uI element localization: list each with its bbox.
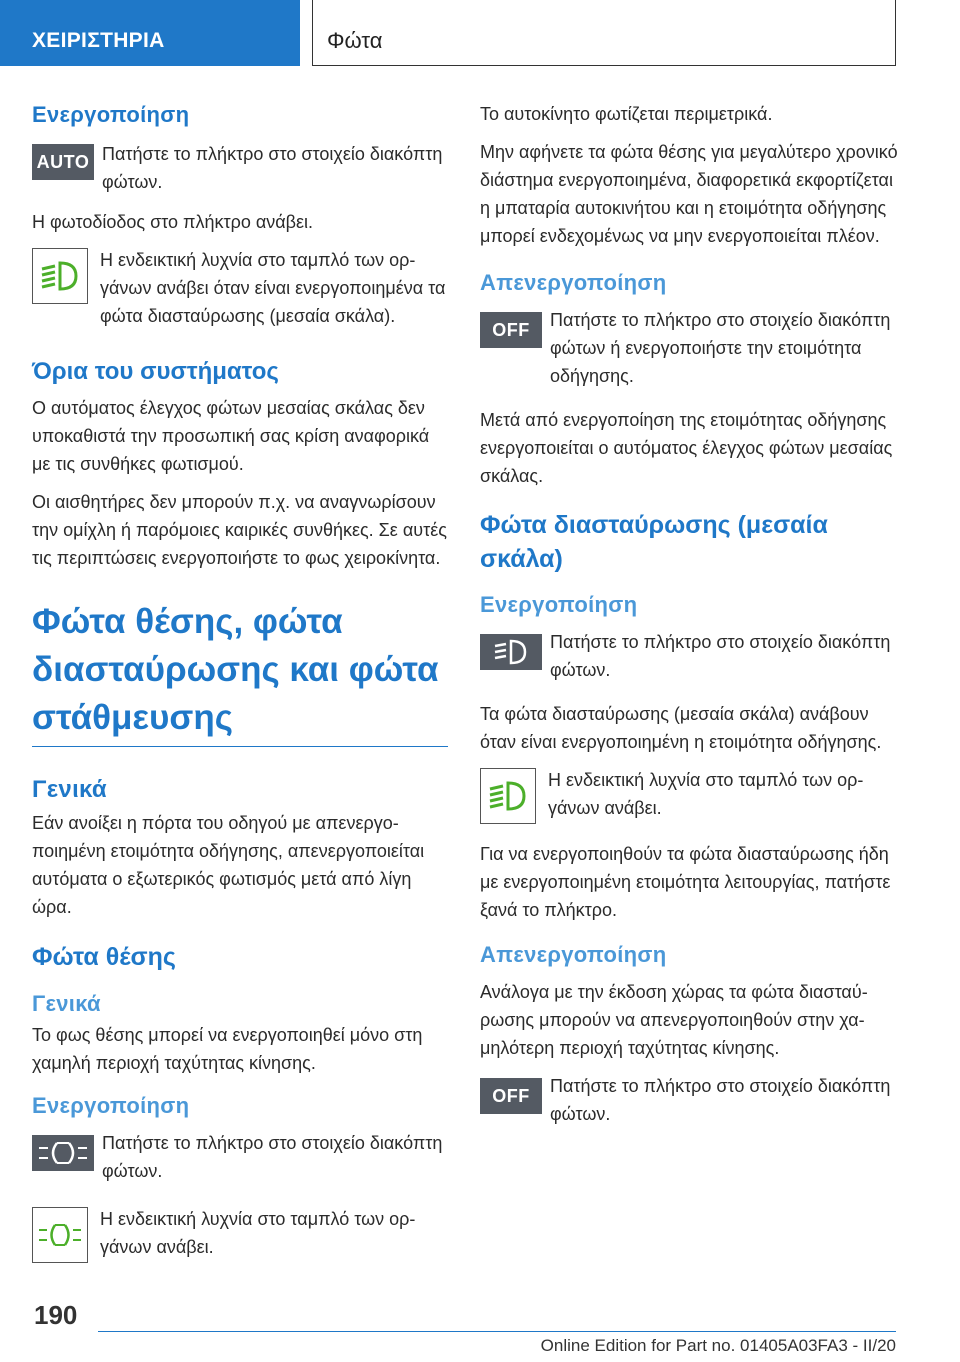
position-general-text: Το φως θέσης μπορεί να ενεργοποιηθεί μόνο στη χαμηλή περιοχή ταχύτητας κίνησης. bbox=[32, 1025, 423, 1073]
lowbeam-heading: Φώτα διασταύρωσης (μεσαία σκάλα) bbox=[480, 511, 828, 573]
general-heading: Γενικά bbox=[32, 776, 107, 803]
lowbeam-paragraph-2: Για να ενεργοποιηθούν τα φώτα διασταύρωσης ήδη με ενεργοποιημένη ετοιμότητα λειτουργίας, πατήστε ξανά το πλήκτρο. bbox=[480, 844, 891, 920]
position-activation-heading: Ενεργοποίηση bbox=[32, 1093, 190, 1118]
indicator-text: Η ενδεικτική λυχνία στο ταμπλό των οργάνων ανάβει όταν είναι ενεργοποιημένα τα φώτα διασταύρωσης (μεσαία σκάλα). bbox=[100, 250, 446, 326]
off-button-row-2 bbox=[480, 1072, 898, 1128]
right-paragraph-1: Το αυτοκίνητο φωτίζεται περιμετρικά. bbox=[480, 104, 773, 124]
right-column bbox=[480, 100, 898, 1140]
lowbeam-deactivation-paragraph: Ανάλογα με την έκδοση χώρας τα φώτα διασταύρωσης μπορούν να απενεργοποιηθούν στην χαμηλότερη περιοχή ταχύτητας κίνησης. bbox=[480, 982, 868, 1058]
parking-indicator-icon bbox=[32, 1207, 88, 1263]
lowbeam-indicator-icon bbox=[32, 248, 88, 304]
left-column bbox=[32, 100, 448, 1275]
lowbeam-indicator-row bbox=[480, 766, 898, 824]
lowbeam-indicator-icon-2 bbox=[480, 768, 536, 824]
lowbeam-activation-text: Πατήστε το πλήκτρο στο στοιχείο διακόπτη φώτων. bbox=[550, 632, 891, 680]
lowbeam-indicator-text: Η ενδεικτική λυχνία στο ταμπλό των οργάνων ανάβει. bbox=[548, 770, 864, 818]
parking-button-row bbox=[32, 1129, 448, 1185]
edition-footer: Online Edition for Part no. 01405A03FA3 - II/20 bbox=[540, 1336, 896, 1355]
off-button-icon-2: OFF bbox=[480, 1078, 542, 1114]
position-indicator-text: Η ενδεικτική λυχνία στο ταμπλό των οργάνων ανάβει. bbox=[100, 1209, 416, 1257]
auto-button-icon: AUTO bbox=[32, 144, 94, 180]
activation-heading: Ενεργοποίηση bbox=[32, 102, 190, 127]
lowbeam-button-icon bbox=[480, 634, 542, 670]
off-button-row bbox=[480, 306, 898, 390]
limits-paragraph-1: Ο αυτόματος έλεγχος φώτων μεσαίας σκάλας δεν υποκαθιστά την προσωπική σας κρίση αναφορικά με τις συνθήκες φωτισμού. bbox=[32, 398, 430, 474]
lowbeam-deactivation-text: Πατήστε το πλήκτρο στο στοιχείο διακόπτη φώτων. bbox=[550, 1076, 891, 1124]
lowbeam-activation-heading: Ενεργοποίηση bbox=[480, 592, 638, 617]
off-button-icon: OFF bbox=[480, 312, 542, 348]
page-title: Φώτα bbox=[312, 0, 896, 66]
footer-divider bbox=[98, 1331, 896, 1332]
right-paragraph-2: Μην αφήνετε τα φώτα θέσης για μεγαλύτερο χρονικό διάστημα ενεργοποιημένα, διαφορετικά εκφορτίζεται η μπαταρία αυτοκινήτου και η ετοιμότητα οδήγησης μπορεί ενδεχομένως να μην ενεργοποιείται πλέον. bbox=[480, 142, 898, 246]
limits-heading: Όρια του συστήματος bbox=[32, 358, 279, 385]
position-lights-heading: Φώτα θέσης bbox=[32, 943, 176, 971]
limits-paragraph-2: Οι αισθητήρες δεν μπορούν π.χ. να αναγνωρίσουν την ομίχλη ή παρόμοιες καιρικές συνθήκες. Σε αυτές τις περιπτώσεις ενεργοποιήστε το φως χειροκίνητα. bbox=[32, 492, 447, 568]
general-text: Εάν ανοίξει η πόρτα του οδηγού με απενεργοποιημένη ετοιμότητα οδήγησης, απενεργοποιείται αυτόματα ο εξωτερικός φωτισμός μετά από λίγη ώρα. bbox=[32, 813, 425, 917]
activation-text: Πατήστε το πλήκτρο στο στοιχείο διακόπτη φώτων. bbox=[102, 144, 443, 192]
parking-indicator-row bbox=[32, 1205, 448, 1263]
after-text: Μετά από ενεργοποίηση της ετοιμότητας οδήγησης ενεργοποιείται ο αυτόματος έλεγχος φώτων μεσαίας σκάλας. bbox=[480, 410, 893, 486]
deactivation-text: Πατήστε το πλήκτρο στο στοιχείο διακόπτη φώτων ή ενεργοποιήστε την ετοιμότητα οδήγησης. bbox=[550, 310, 891, 386]
deactivation-heading: Απενεργοποίηση bbox=[480, 270, 667, 295]
lowbeam-button-row bbox=[480, 628, 898, 684]
lowbeam-deactivation-heading: Απενεργοποίηση bbox=[480, 942, 667, 967]
main-heading-block bbox=[32, 598, 448, 747]
lowbeam-paragraph-1: Τα φώτα διασταύρωσης (μεσαία σκάλα) ανάβουν όταν είναι ενεργοποιημένη η ετοιμότητα οδήγησης. bbox=[480, 704, 882, 752]
section-tab[interactable]: ΧΕΙΡΙΣΤΗΡΙΑ bbox=[0, 0, 300, 66]
page-number: 190 bbox=[34, 1300, 78, 1330]
led-text: Η φωτοδίοδος στο πλήκτρο ανάβει. bbox=[32, 212, 314, 232]
main-heading: Φώτα θέσης, φώτα διασταύρωσης και φώτα στάθμευσης bbox=[32, 602, 439, 737]
indicator-row bbox=[32, 246, 448, 330]
parking-lights-button-icon bbox=[32, 1135, 94, 1171]
auto-button-row bbox=[32, 140, 448, 196]
position-general-heading: Γενικά bbox=[32, 991, 101, 1016]
position-activation-text: Πατήστε το πλήκτρο στο στοιχείο διακόπτη φώτων. bbox=[102, 1133, 443, 1181]
